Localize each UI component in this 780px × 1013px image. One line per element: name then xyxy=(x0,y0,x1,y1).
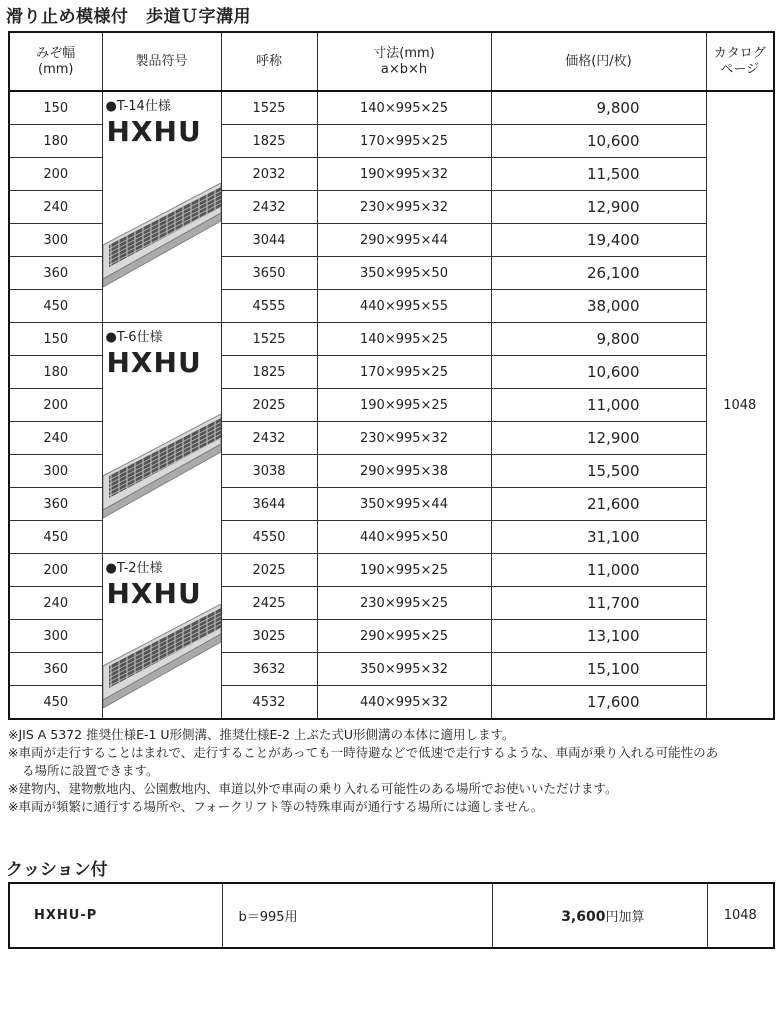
cushion-table xyxy=(8,882,775,949)
cell-dimension: 290×995×44 xyxy=(317,224,491,257)
cushion-price-suffix: 円加算 xyxy=(605,910,645,925)
product-code: HXHU xyxy=(106,577,202,610)
cell-width: 200 xyxy=(9,158,102,191)
table-row xyxy=(9,323,774,356)
cell-dimension: 230×995×25 xyxy=(317,587,491,620)
cell-catalog-page: 1048 xyxy=(706,91,774,719)
product-code: HXHU xyxy=(106,115,202,148)
cell-width: 450 xyxy=(9,290,102,323)
cell-price: 31,100 xyxy=(491,521,706,554)
cell-width: 180 xyxy=(9,125,102,158)
cell-dimension: 140×995×25 xyxy=(317,323,491,356)
header-nominal: 呼称 xyxy=(221,32,317,91)
cushion-price-cell xyxy=(492,883,707,948)
cell-width: 150 xyxy=(9,323,102,356)
note-line: ※車両が走行することはまれで、走行することがあっても一時待避などで低速で走行するような、車両が乗り入れる可能性のあ xyxy=(8,745,719,760)
cushion-brand: HXHU-P xyxy=(9,883,222,948)
cell-dimension: 440×995×50 xyxy=(317,521,491,554)
cell-nominal: 3650 xyxy=(221,257,317,290)
cell-dimension: 350×995×32 xyxy=(317,653,491,686)
cushion-price: 3,600 xyxy=(561,909,606,925)
header-dimension: 寸法(mm) a×b×h xyxy=(317,32,491,91)
header-price: 価格(円/枚) xyxy=(491,32,706,91)
cell-nominal: 4550 xyxy=(221,521,317,554)
cell-price: 26,100 xyxy=(491,257,706,290)
cell-dimension: 190×995×25 xyxy=(317,554,491,587)
header-product: 製品符号 xyxy=(102,32,221,91)
cell-price: 9,800 xyxy=(491,323,706,356)
note-line: る場所に設置できます。 xyxy=(22,763,159,778)
cell-nominal: 4532 xyxy=(221,686,317,720)
cell-price: 21,600 xyxy=(491,488,706,521)
cushion-b: b＝995用 xyxy=(222,883,492,948)
cell-nominal: 3038 xyxy=(221,455,317,488)
cell-width: 300 xyxy=(9,620,102,653)
cell-width: 360 xyxy=(9,488,102,521)
cell-nominal: 2032 xyxy=(221,158,317,191)
notes xyxy=(8,726,778,816)
cell-nominal: 3025 xyxy=(221,620,317,653)
note-line: ※建物内、建物敷地内、公園敷地内、車道以外で車両の乗り入れる可能性のある場所でお使いいただけます。 xyxy=(8,781,618,796)
cell-price: 11,000 xyxy=(491,389,706,422)
cell-price: 15,500 xyxy=(491,455,706,488)
cell-width: 450 xyxy=(9,686,102,720)
cell-dimension: 140×995×25 xyxy=(317,91,491,125)
cell-dimension: 230×995×32 xyxy=(317,191,491,224)
cell-price: 9,800 xyxy=(491,91,706,125)
product-cell xyxy=(102,554,221,720)
cell-price: 19,400 xyxy=(491,224,706,257)
cell-nominal: 2432 xyxy=(221,422,317,455)
cell-nominal: 2432 xyxy=(221,191,317,224)
cushion-catalog: 1048 xyxy=(707,883,774,948)
product-code: HXHU xyxy=(106,346,202,379)
cell-price: 15,100 xyxy=(491,653,706,686)
cell-price: 10,600 xyxy=(491,356,706,389)
cell-dimension: 290×995×25 xyxy=(317,620,491,653)
spec-label: ●T-6仕様 xyxy=(105,330,163,345)
cell-width: 360 xyxy=(9,653,102,686)
cell-dimension: 190×995×32 xyxy=(317,158,491,191)
cell-width: 240 xyxy=(9,422,102,455)
cell-price: 13,100 xyxy=(491,620,706,653)
note-line: ※車両が頻繁に通行する場所や、フォークリフト等の特殊車両が通行する場所には適しません。 xyxy=(8,799,544,814)
cell-width: 240 xyxy=(9,587,102,620)
cell-dimension: 440×995×32 xyxy=(317,686,491,720)
cell-width: 360 xyxy=(9,257,102,290)
cell-dimension: 190×995×25 xyxy=(317,389,491,422)
cell-width: 200 xyxy=(9,554,102,587)
cell-nominal: 3632 xyxy=(221,653,317,686)
cushion-title: クッション付 xyxy=(6,860,108,880)
cell-price: 38,000 xyxy=(491,290,706,323)
cell-nominal: 1525 xyxy=(221,91,317,125)
cell-nominal: 3044 xyxy=(221,224,317,257)
note-line: ※JIS A 5372 推奨仕様E-1 U形側溝、推奨仕様E-2 上ぶた式U形側溝の本体に適用します。 xyxy=(8,727,515,742)
cell-nominal: 1825 xyxy=(221,356,317,389)
grating-image xyxy=(103,414,221,528)
price-table xyxy=(8,31,775,720)
product-cell xyxy=(102,91,221,323)
cell-nominal: 1825 xyxy=(221,125,317,158)
cell-width: 300 xyxy=(9,224,102,257)
cell-dimension: 170×995×25 xyxy=(317,356,491,389)
header-width: みぞ幅 (mm) xyxy=(9,32,102,91)
cell-nominal: 4555 xyxy=(221,290,317,323)
cell-width: 450 xyxy=(9,521,102,554)
cell-width: 180 xyxy=(9,356,102,389)
table-header-row xyxy=(9,32,774,91)
cell-price: 11,700 xyxy=(491,587,706,620)
cell-price: 11,000 xyxy=(491,554,706,587)
cell-dimension: 290×995×38 xyxy=(317,455,491,488)
table-row xyxy=(9,91,774,125)
cell-dimension: 440×995×55 xyxy=(317,290,491,323)
spec-label: ●T-2仕様 xyxy=(105,561,163,576)
cell-price: 11,500 xyxy=(491,158,706,191)
cell-width: 200 xyxy=(9,389,102,422)
cell-width: 240 xyxy=(9,191,102,224)
cell-price: 10,600 xyxy=(491,125,706,158)
cell-price: 17,600 xyxy=(491,686,706,720)
cell-dimension: 230×995×32 xyxy=(317,422,491,455)
grating-image xyxy=(103,183,221,297)
header-catalog: カタログ ページ xyxy=(706,32,774,91)
spec-label: ●T-14仕様 xyxy=(105,99,171,114)
cell-width: 150 xyxy=(9,91,102,125)
cell-width: 300 xyxy=(9,455,102,488)
page-title: 滑り止め模様付 歩道Ｕ字溝用 xyxy=(6,7,251,27)
cell-dimension: 350×995×50 xyxy=(317,257,491,290)
cell-nominal: 2025 xyxy=(221,554,317,587)
cell-nominal: 3644 xyxy=(221,488,317,521)
cell-nominal: 2025 xyxy=(221,389,317,422)
table-row xyxy=(9,554,774,587)
grating-image xyxy=(103,604,221,718)
cell-price: 12,900 xyxy=(491,191,706,224)
cell-price: 12,900 xyxy=(491,422,706,455)
product-cell xyxy=(102,323,221,554)
cell-nominal: 1525 xyxy=(221,323,317,356)
cell-dimension: 350×995×44 xyxy=(317,488,491,521)
cell-nominal: 2425 xyxy=(221,587,317,620)
cell-dimension: 170×995×25 xyxy=(317,125,491,158)
